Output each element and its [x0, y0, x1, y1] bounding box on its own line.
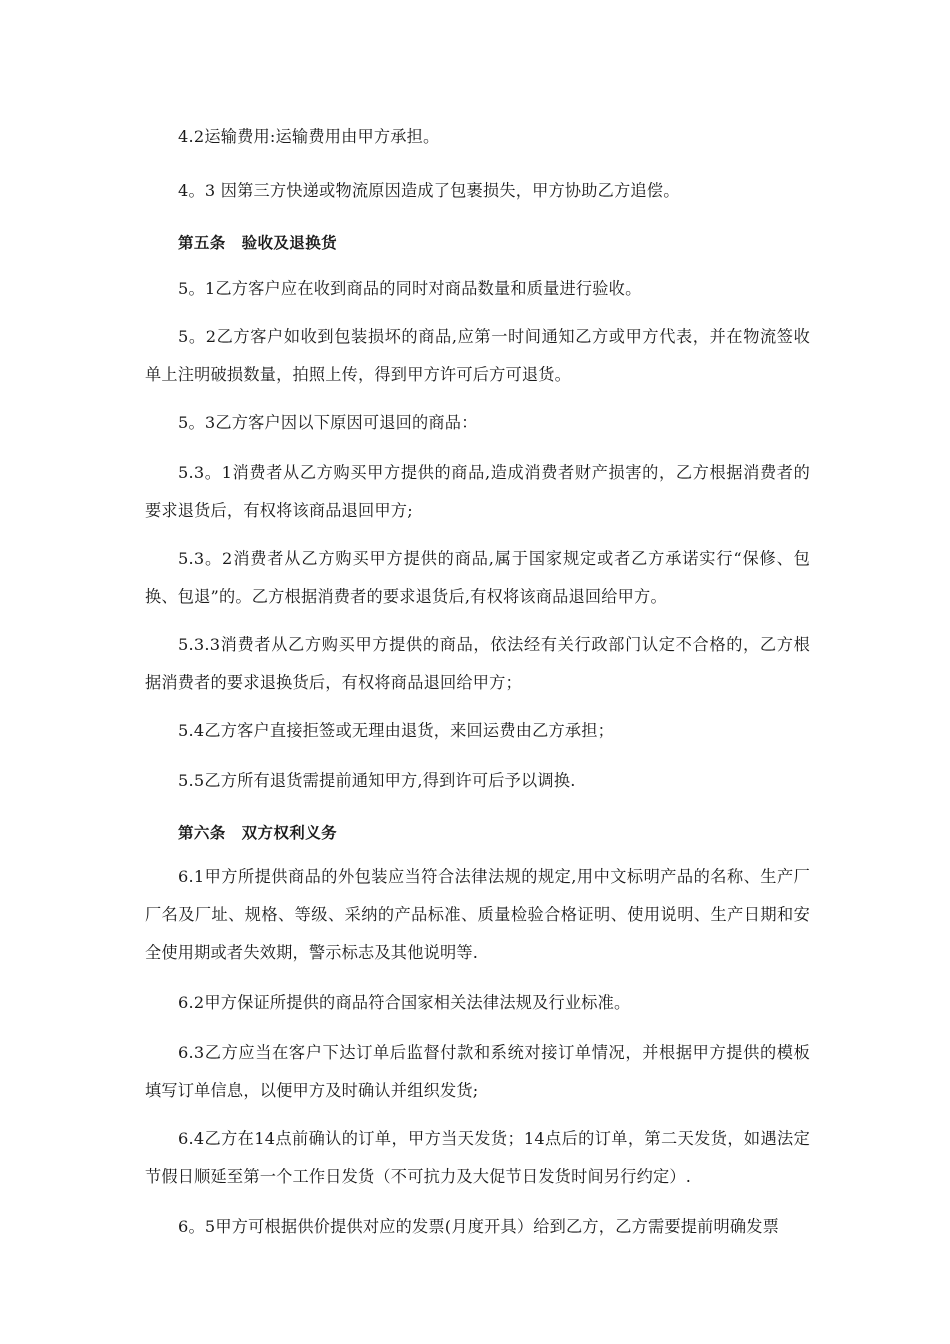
paragraph-6-2: 6.2甲方保证所提供的商品符合国家相关法律法规及行业标准。	[178, 993, 631, 1012]
paragraph-4-2: 4.2运输费用:运输费用由甲方承担。	[178, 127, 440, 146]
paragraph-5-4: 5.4乙方客户直接拒签或无理由退货，来回运费由乙方承担；	[178, 721, 615, 740]
paragraph-6-5: 6。5甲方可根据供价提供对应的发票(月度开具）给到乙方，乙方需要提前明确发票	[178, 1217, 780, 1236]
paragraph-5-2: 5。2乙方客户如收到包装损坏的商品,应第一时间通知乙方或甲方代表，并在物流签收单上注明破损数量，拍照上传，得到甲方许可后方可退货。	[145, 327, 810, 384]
paragraph-5-3-1: 5.3。1消费者从乙方购买甲方提供的商品,造成消费者财产损害的，乙方根据消费者的要求退货后，有权将该商品退回甲方;	[145, 463, 810, 520]
paragraph-5-3-2: 5.3。2消费者从乙方购买甲方提供的商品,属于国家规定或者乙方承诺实行“保修、包换、包退”的。乙方根据消费者的要求退货后,有权将该商品退回给甲方。	[145, 549, 810, 606]
paragraph-4-3: 4。3 因第三方快递或物流原因造成了包裹损失，甲方协助乙方追偿。	[178, 181, 680, 200]
paragraph-5-5: 5.5乙方所有退货需提前通知甲方,得到许可后予以调换.	[178, 771, 576, 790]
paragraph-5-3-3: 5.3.3消费者从乙方购买甲方提供的商品，依法经有关行政部门认定不合格的，乙方根据消费者的要求退换货后，有权将商品退回给甲方；	[145, 635, 810, 692]
paragraph-6-1: 6.1甲方所提供商品的外包装应当符合法律法规的规定,用中文标明产品的名称、生产厂厂名及厂址、规格、等级、采纳的产品标准、质量检验合格证明、使用说明、生产日期和安全使用期或者失效期，警示标志及其他说明等.	[145, 867, 810, 962]
paragraph-6-4: 6.4乙方在14点前确认的订单，甲方当天发货；14点后的订单，第二天发货，如遇法定节假日顺延至第一个工作日发货（不可抗力及大促节日发货时间另行约定）.	[145, 1129, 810, 1186]
paragraph-5-1: 5。1乙方客户应在收到商品的同时对商品数量和质量进行验收。	[178, 279, 642, 298]
paragraph-5-3: 5。3乙方客户因以下原因可退回的商品：	[178, 413, 478, 432]
section-heading-5: 第五条 验收及退换货	[178, 234, 338, 252]
section-heading-6: 第六条 双方权利义务	[178, 824, 338, 842]
paragraph-6-3: 6.3乙方应当在客户下达订单后监督付款和系统对接订单情况，并根据甲方提供的模板填写订单信息，以便甲方及时确认并组织发货;	[145, 1043, 810, 1100]
